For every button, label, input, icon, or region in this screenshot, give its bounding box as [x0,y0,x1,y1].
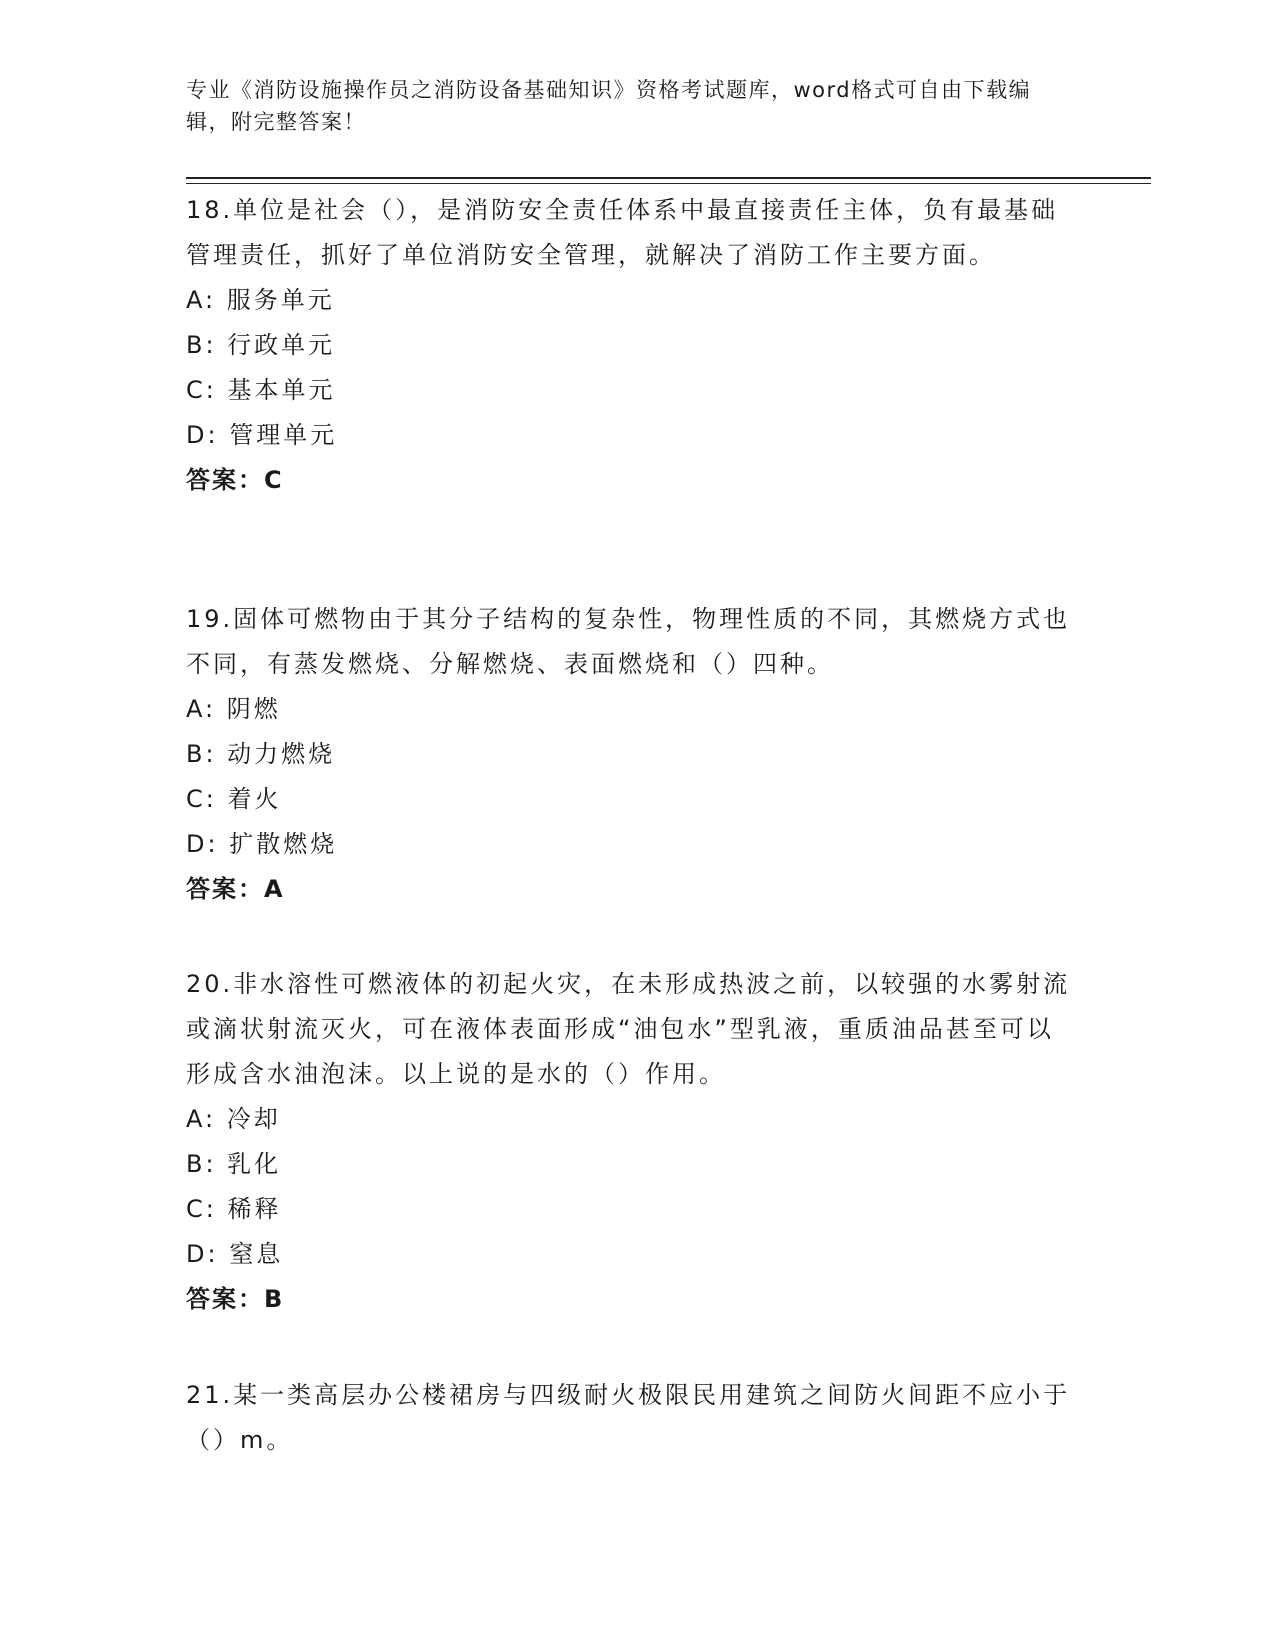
option-d: D: 窒息 [186,1240,284,1268]
answer-label: 答案：A [186,875,285,903]
option-c: C: 基本单元 [186,376,336,404]
option-b: B: 行政单元 [186,331,336,359]
question-stem: 19.固体可燃物由于其分子结构的复杂性，物理性质的不同，其燃烧方式也不同，有蒸发燃烧、分解燃烧、表面燃烧和（）四种。 [186,605,1071,678]
document-header: 专业《消防设施操作员之消防设备基础知识》资格考试题库，word格式可自由下载编辑，附完整答案！ [186,78,1032,134]
option-a: A: 服务单元 [186,286,335,314]
option-d: D: 管理单元 [186,421,338,449]
option-c: C: 着火 [186,785,282,813]
question-19 [186,597,1076,912]
option-d: D: 扩散燃烧 [186,830,338,858]
header-divider-thin [186,183,1151,184]
question-18 [186,188,1076,503]
option-a: A: 阴燃 [186,695,281,723]
question-stem: 18.单位是社会（），是消防安全责任体系中最直接责任主体，负有最基础管理责任，抓好了单位消防安全管理，就解决了消防工作主要方面。 [186,196,1059,269]
header-divider-thick [186,177,1151,179]
option-b: B: 乳化 [186,1150,282,1178]
option-c: C: 稀释 [186,1195,282,1223]
answer-label: 答案：B [186,1285,285,1313]
question-stem: 21.某一类高层办公楼裙房与四级耐火极限民用建筑之间防火间距不应小于（）m。 [186,1381,1071,1454]
question-21 [186,1373,1076,1463]
question-stem: 20.非水溶性可燃液体的初起火灾，在未形成热波之前，以较强的水雾射流或滴状射流灭火，可在液体表面形成“油包水”型乳液，重质油品甚至可以形成含水油泡沫。以上说的是水的（）作用。 [186,970,1071,1088]
option-b: B: 动力燃烧 [186,740,336,768]
question-20 [186,962,1076,1322]
answer-label: 答案：C [186,466,284,494]
option-a: A: 冷却 [186,1105,281,1133]
